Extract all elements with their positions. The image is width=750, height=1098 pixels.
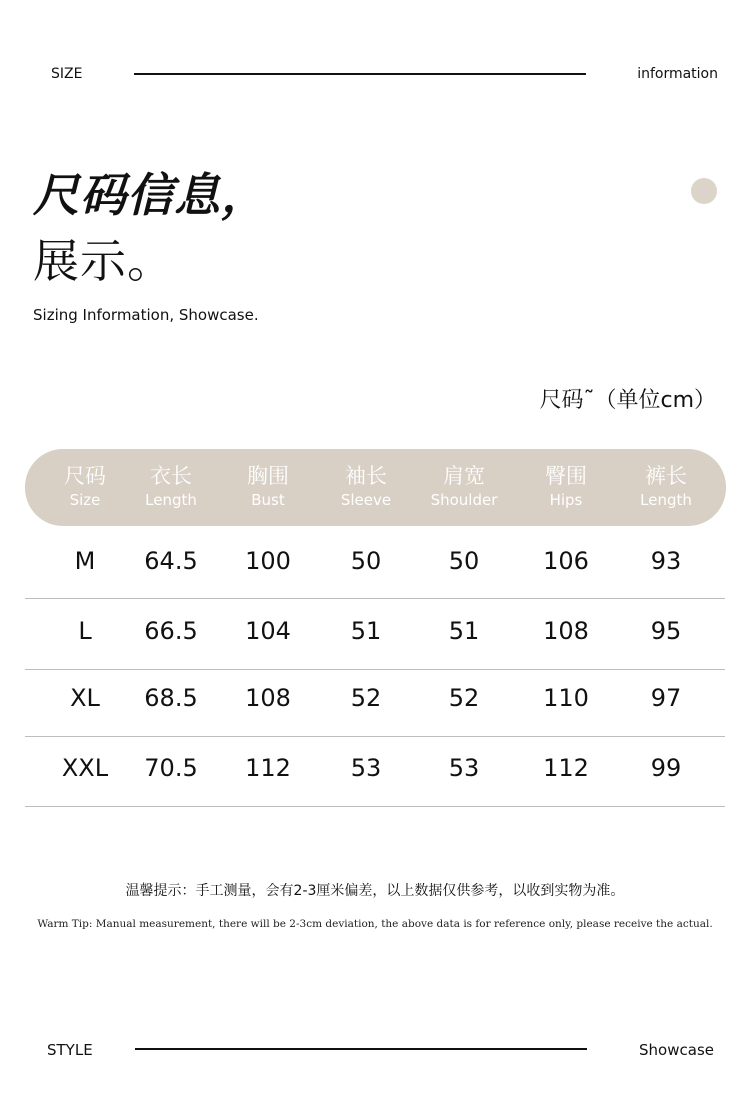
- column-header: [213, 463, 323, 511]
- column-header-en: Length: [640, 491, 692, 509]
- size-cell: XL: [70, 684, 100, 712]
- measurement-cell: 112: [245, 754, 291, 782]
- measurement-cell: 51: [350, 617, 382, 645]
- page-subtitle: Sizing Information, Showcase.: [33, 306, 259, 324]
- column-header: [511, 463, 621, 511]
- measurement-cell: 110: [543, 684, 589, 712]
- column-header: [116, 463, 226, 511]
- size-cell: XXL: [61, 754, 109, 782]
- header-left-label: SIZE: [51, 66, 83, 82]
- measurement-cell: 52: [448, 684, 480, 712]
- measurement-cell: 100: [245, 547, 291, 575]
- column-header-cn: 裤长: [645, 464, 687, 488]
- measurement-cell: 52: [350, 684, 382, 712]
- measurement-cell: 70.5: [144, 754, 198, 782]
- column-header-cn: 臀围: [545, 464, 587, 488]
- warm-tip-cn: 温馨提示：手工测量，会有2-3厘米偏差，以上数据仅供参考，以收到实物为准。: [125, 883, 625, 899]
- column-header: [611, 463, 721, 511]
- size-cell: L: [78, 617, 92, 645]
- measurement-cell: 53: [350, 754, 382, 782]
- measurement-cell: 66.5: [144, 617, 198, 645]
- row-divider: [25, 598, 725, 599]
- measurement-cell: 93: [650, 547, 682, 575]
- measurement-cell: 53: [448, 754, 480, 782]
- measurement-cell: 50: [448, 547, 480, 575]
- measurement-cell: 104: [245, 617, 291, 645]
- column-header-en: Sleeve: [340, 491, 392, 509]
- measurement-cell: 99: [650, 754, 682, 782]
- measurement-cell: 106: [543, 547, 589, 575]
- row-divider: [25, 669, 725, 670]
- measurement-cell: 51: [448, 617, 480, 645]
- size-cell: M: [74, 547, 96, 575]
- column-header-en: Length: [145, 491, 197, 509]
- measurement-cell: 64.5: [144, 547, 198, 575]
- page-title-secondary: 展示。: [33, 234, 174, 288]
- column-header-cn: 衣长: [150, 464, 192, 488]
- footer-left-label: STYLE: [47, 1041, 93, 1059]
- column-header-cn: 尺码: [64, 464, 106, 488]
- footer-right-label: Showcase: [639, 1041, 714, 1059]
- column-header-cn: 袖长: [345, 464, 387, 488]
- column-header-cn: 肩宽: [443, 464, 485, 488]
- column-header: [311, 463, 421, 511]
- warm-tip-en: Warm Tip: Manual measurement, there will be 2-3cm deviation, the above data is for reference only, please receive the actual.: [37, 918, 713, 930]
- row-divider: [25, 806, 725, 807]
- column-header: [409, 463, 519, 511]
- column-header-en: Size: [69, 491, 101, 509]
- footer-divider: [135, 1048, 587, 1050]
- measurement-cell: 68.5: [144, 684, 198, 712]
- column-header-en: Bust: [251, 491, 285, 509]
- column-header-en: Shoulder: [430, 491, 498, 509]
- measurement-cell: 50: [350, 547, 382, 575]
- measurement-cell: 97: [650, 684, 682, 712]
- measurement-cell: 95: [650, 617, 682, 645]
- header-divider: [134, 73, 586, 75]
- decorative-dot: [691, 178, 717, 204]
- header-right-label: information: [637, 66, 718, 82]
- column-header-en: Hips: [549, 491, 583, 509]
- measurement-cell: 108: [245, 684, 291, 712]
- unit-label: 尺码˜（单位cm）: [539, 388, 716, 413]
- column-header-cn: 胸围: [247, 464, 289, 488]
- page-title: 尺码信息，: [33, 168, 268, 222]
- row-divider: [25, 736, 725, 737]
- measurement-cell: 108: [543, 617, 589, 645]
- measurement-cell: 112: [543, 754, 589, 782]
